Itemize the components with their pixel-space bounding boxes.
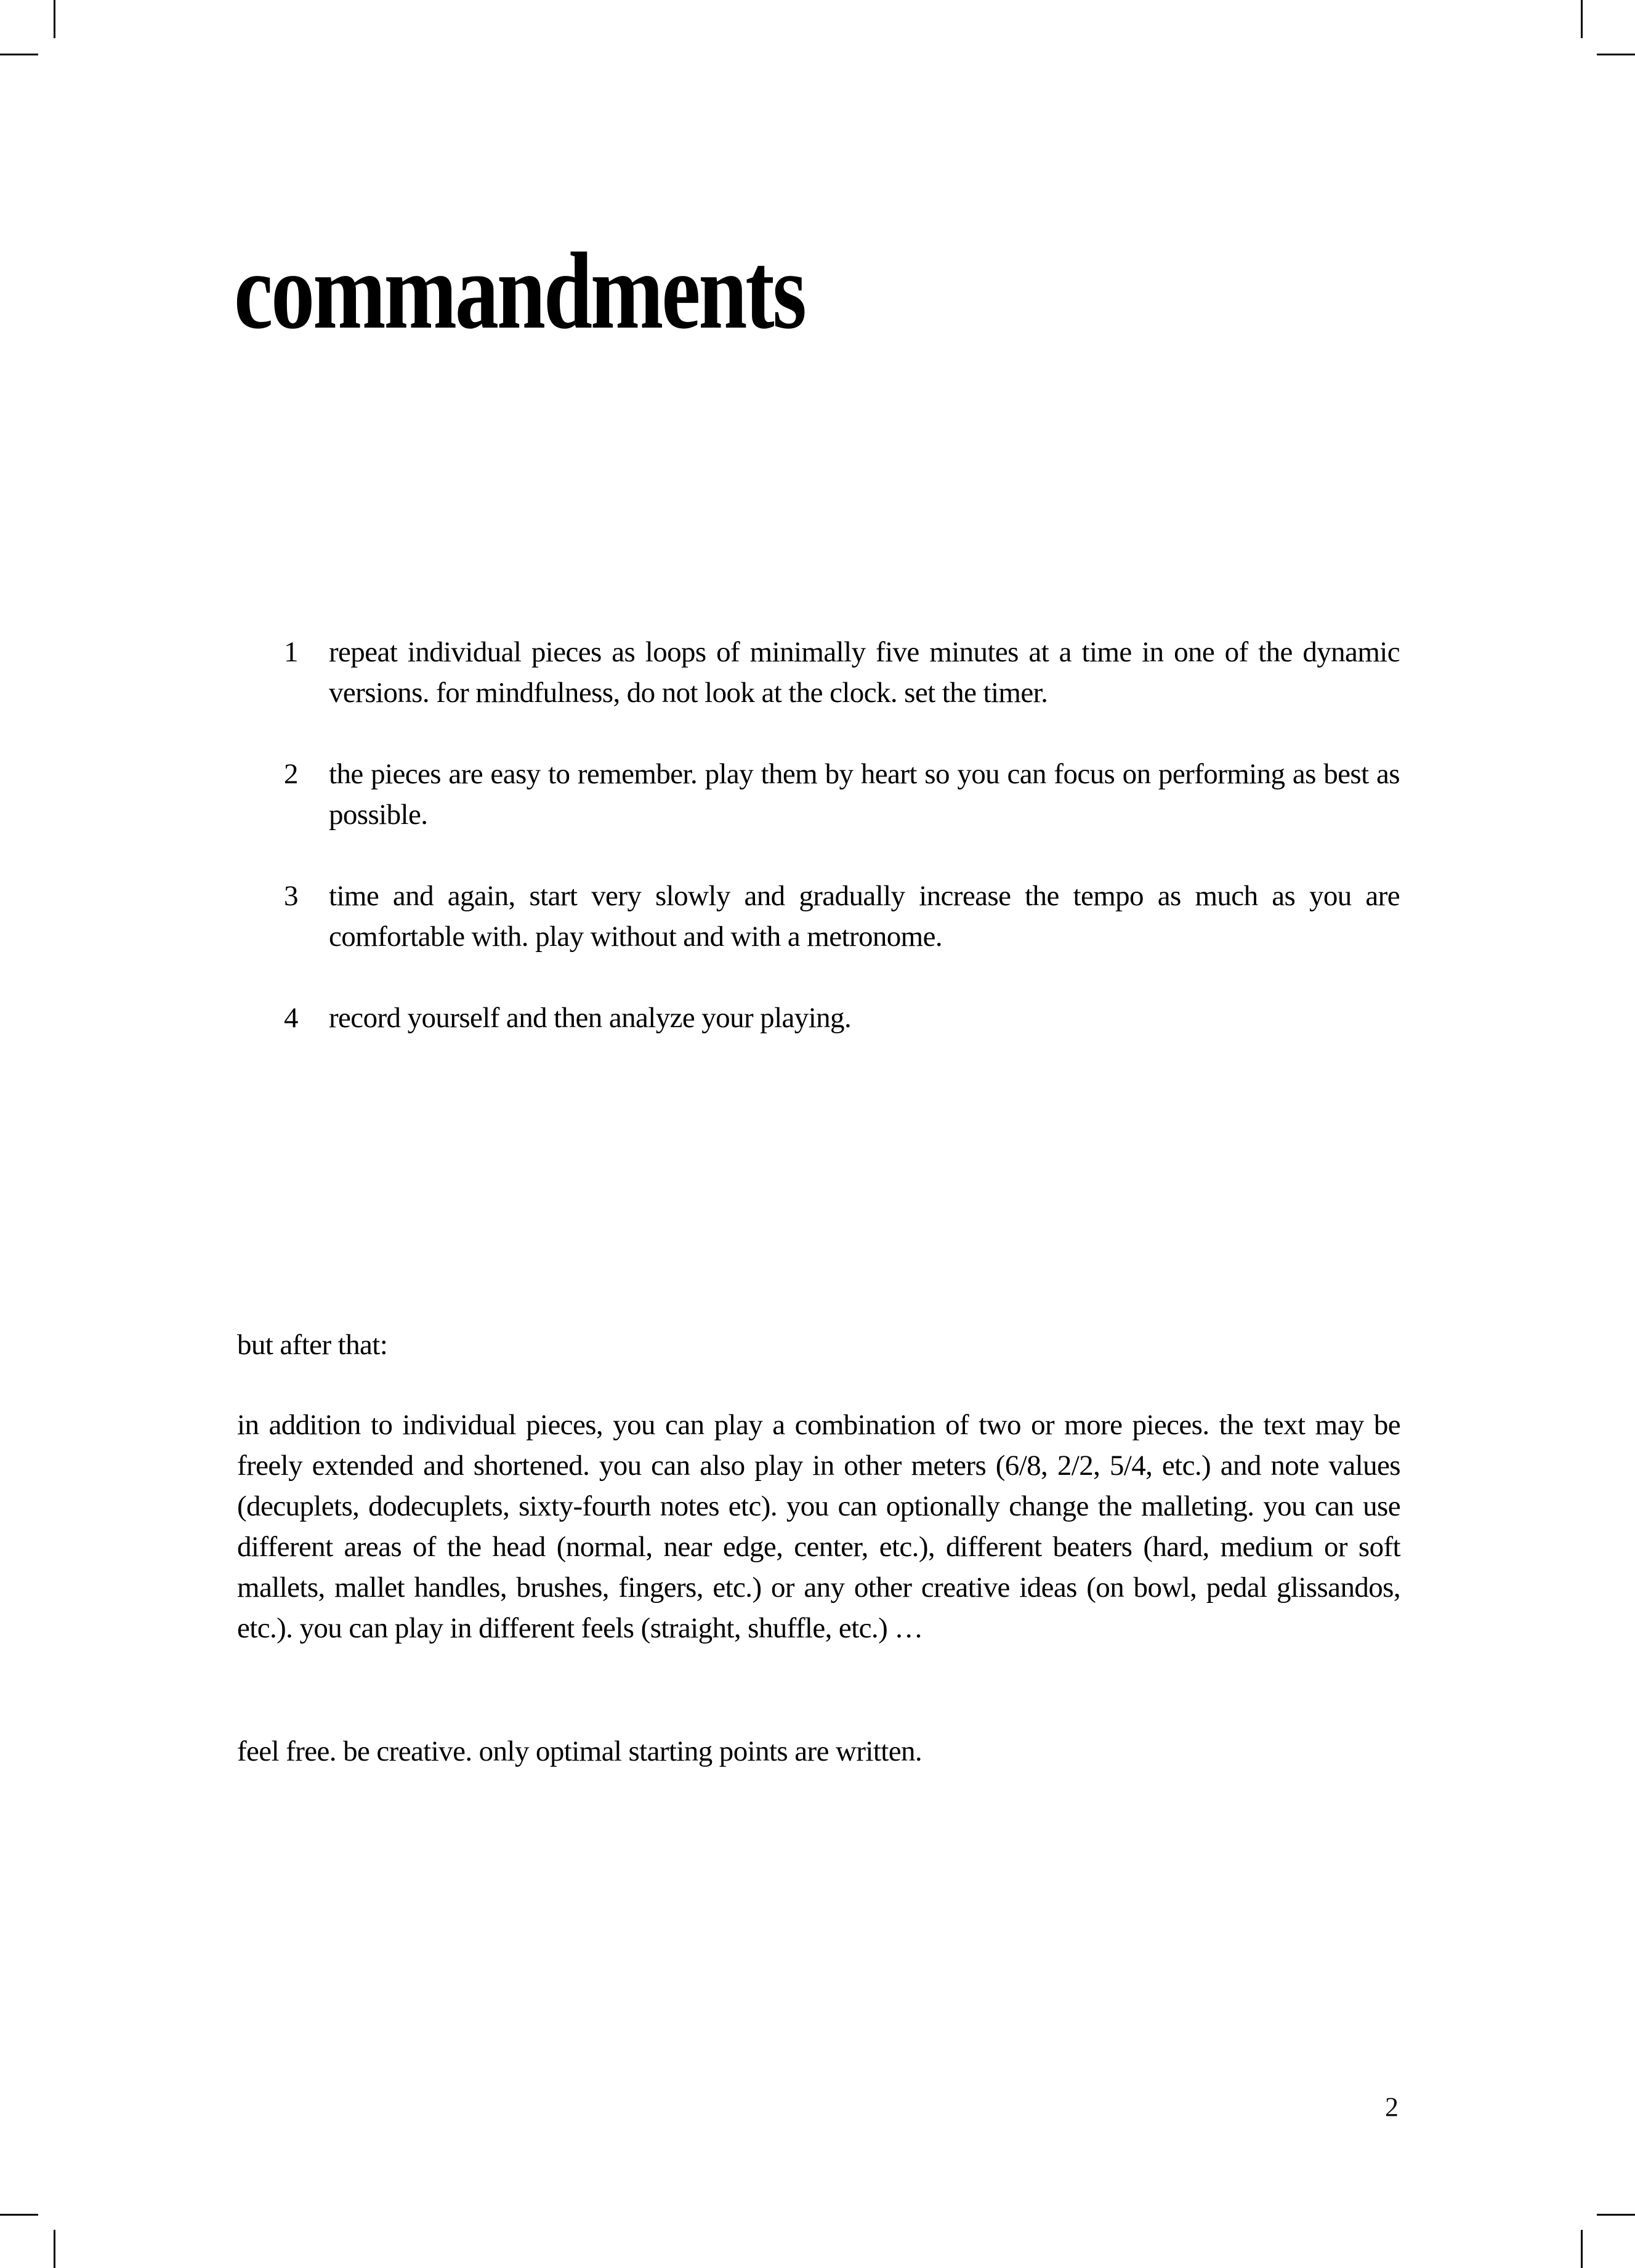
crop-mark-bottom-right-vertical — [1581, 2230, 1583, 2268]
page-title: commandments — [234, 230, 805, 352]
crop-mark-top-right-vertical — [1581, 0, 1583, 38]
commandment-number: 3 — [284, 880, 298, 912]
crop-mark-bottom-right-horizontal — [1597, 2214, 1635, 2216]
page-number: 2 — [1385, 2092, 1399, 2122]
commandment-number: 4 — [284, 1002, 298, 1034]
commandment-text: the pieces are easy to remember. play them by heart so you can focus on performing as best as possible. — [329, 758, 1400, 831]
crop-mark-bottom-left-horizontal — [0, 2214, 38, 2216]
commandment-item — [280, 998, 1400, 1038]
commandment-number: 2 — [284, 758, 298, 790]
commandment-text: time and again, start very slowly and gradually increase the tempo as much as you are comfortable with. play without and with a metronome. — [329, 880, 1400, 953]
commandment-number: 1 — [284, 636, 298, 668]
crop-mark-top-left-vertical — [54, 0, 55, 38]
crop-mark-top-left-horizontal — [0, 54, 38, 55]
crop-mark-top-right-horizontal — [1597, 54, 1635, 55]
commandment-text: record yourself and then analyze your playing. — [329, 1002, 852, 1034]
closing-line: feel free. be creative. only optimal starting points are written. — [237, 1735, 922, 1767]
after-label: but after that: — [237, 1329, 388, 1361]
commandment-item — [280, 632, 1400, 713]
commandment-item — [280, 876, 1400, 957]
commandments-list — [280, 632, 1400, 1079]
commandment-text: repeat individual pieces as loops of minimally five minutes at a time in one of the dynamic versions. for mindfulness, do not look at the clock. set the timer. — [329, 636, 1400, 709]
options-paragraph: in addition to individual pieces, you can play a combination of two or more pieces. the text may be freely extended and shortened. you can also play in other meters (6/8, 2/2, 5/4, etc.) and note values (decuplets, dodecuplets, sixty-fourth notes etc). you can optionally change the malleting. you can use different areas of the head (normal, near edge, center, etc.), different beaters (hard, medium or soft mallets, mallet handles, brushes, fingers, etc.) or any other creative ideas (on bowl, pedal glissandos, etc.). you can play in different feels (straight, shuffle, etc.) … — [237, 1409, 1400, 1644]
crop-mark-bottom-left-vertical — [54, 2230, 55, 2268]
commandment-item — [280, 754, 1400, 835]
